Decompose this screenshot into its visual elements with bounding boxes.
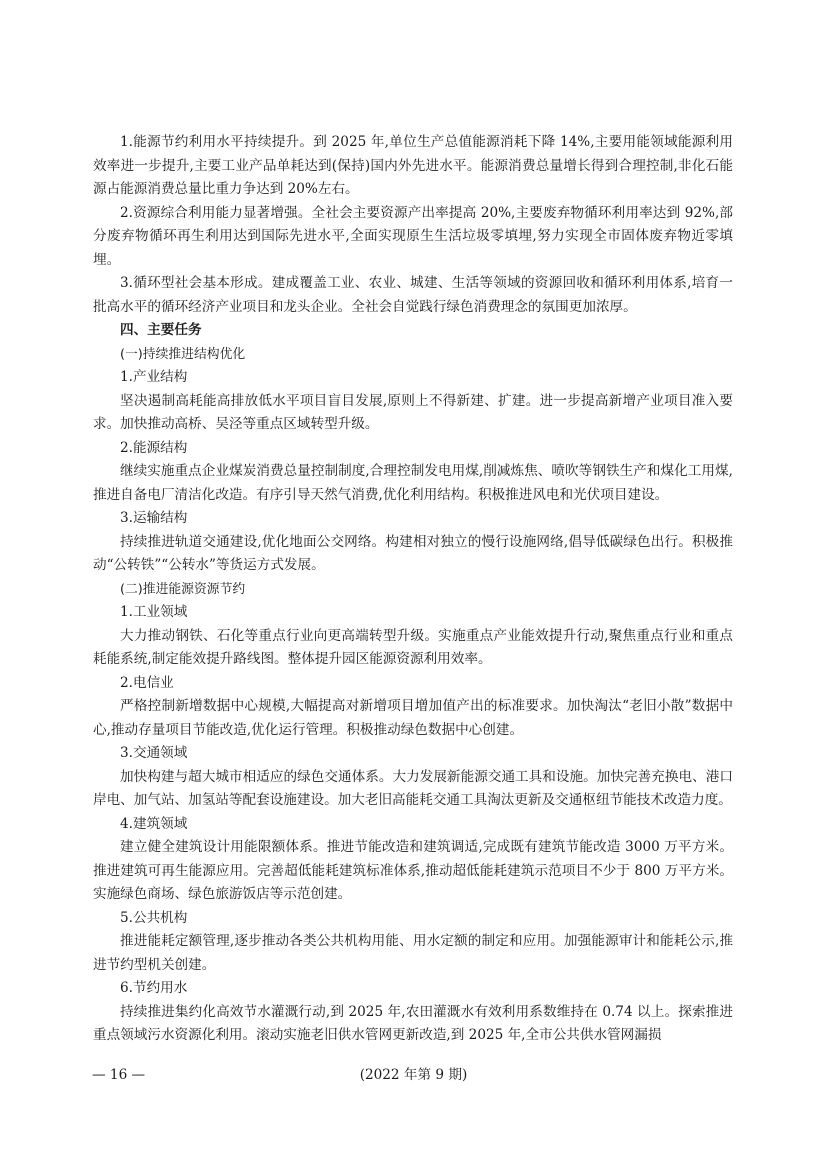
paragraph-industrial-structure: 坚决遏制高耗能高排放低水平项目盲目发展,原则上不得新建、扩建。进一步提高新增产业项目准入要求。加快推动高桥、吴泾等重点区域转型升级。 [93, 392, 733, 432]
paragraph-resource-utilization: 2.资源综合利用能力显著增强。全社会主要资源产出率提高 20%,主要废弃物循环利用率达到 92%,部分废弃物循环再生利用达到国际先进水平,全面实现原生生活垃圾零填埋,努力实现全市固体废弃物近零填埋。 [93, 204, 733, 268]
item-heading-transport-structure: 3.运输结构 [120, 510, 188, 526]
subsection-heading-structure-optimization: (一)持续推进结构优化 [120, 346, 246, 362]
item-heading-transportation: 3.交通领域 [120, 745, 188, 761]
paragraph-transport-structure: 持续推进轨道交通建设,优化地面公交网络。构建相对独立的慢行设施网络,倡导低碳绿色出行。积极推动“公转铁”“公转水”等货运方式发展。 [93, 533, 733, 573]
paragraph-industry: 大力推动钢铁、石化等重点行业向更高端转型升级。实施重点产业能效提升行动,聚焦重点行业和重点耗能系统,制定能效提升路线图。整体提升园区能源资源利用效率。 [93, 627, 733, 667]
item-heading-building: 4.建筑领域 [120, 815, 188, 832]
page-body [93, 131, 733, 1048]
section-heading-main-tasks: 四、主要任务 [120, 322, 202, 338]
paragraph-energy-efficiency: 1.能源节约利用水平持续提升。到 2025 年,单位生产总值能源消耗下降 14%,主要用能领域能源利用效率进一步提升,主要工业产品单耗达到(保持)国内外先进水平。能源消费总量增长得到合理控制,非化石能源占能源消费总量比重力争达到 20%左右。 [93, 134, 733, 197]
paragraph-public-institutions: 推进能耗定额管理,逐步推动各类公共机构用能、用水定额的制定和应用。加强能源审计和能耗公示,推进节约型机关创建。 [93, 933, 733, 973]
paragraph-water-saving: 持续推进集约化高效节水灌溉行动,到 2025 年,农田灌溉水有效利用系数维持在 0.74 以上。探索推进重点领域污水资源化利用。滚动实施老旧供水管网更新改造,到 2025 年,全市公共供水管网漏损 [93, 1003, 733, 1043]
subsection-heading-resource-conservation: (二)推进能源资源节约 [120, 581, 246, 597]
paragraph-transportation: 加快构建与超大城市相适应的绿色交通体系。大力发展新能源交通工具和设施。加快完善充换电、港口岸电、加气站、加氢站等配套设施建设。加大老旧高能耗交通工具淘汰更新及交通枢纽节能技术改造力度。 [93, 768, 733, 808]
paragraph-energy-structure: 继续实施重点企业煤炭消费总量控制制度,合理控制发电用煤,削减炼焦、喷吹等钢铁生产和煤化工用煤,推进自备电厂清洁化改造。有序引导天然气消费,优化利用结构。积极推进风电和光伏项目建设。 [93, 463, 733, 503]
paragraph-circular-society: 3.循环型社会基本形成。建成覆盖工业、农业、城建、生活等领域的资源回收和循环利用体系,培育一批高水平的循环经济产业项目和龙头企业。全社会自觉践行绿色消费理念的氛围更加浓厚。 [93, 275, 733, 315]
item-heading-industry: 1.工业领域 [120, 604, 188, 620]
item-heading-energy-structure: 2.能源结构 [120, 439, 188, 456]
paragraph-building: 建立健全建筑设计用能限额体系。推进节能改造和建筑调适,完成既有建筑节能改造 3000 万平方米。推进建筑可再生能源应用。完善超低能耗建筑标准体系,推动超低能耗建筑示范项目不少于 800 万平方米。实施绿色商场、绿色旅游饭店等示范创建。 [93, 839, 733, 902]
issue-label: (2022 年第 9 期) [359, 1067, 468, 1083]
page-footer [0, 1063, 827, 1087]
page-number: — 16 — [92, 1067, 146, 1083]
item-heading-water-saving: 6.节约用水 [120, 980, 188, 996]
paragraph-telecom: 严格控制新增数据中心规模,大幅提高对新增项目增加值产出的标准要求。加快淘汰“老旧小散”数据中心,推动存量项目节能改造,优化运行管理。积极推动绿色数据中心创建。 [93, 698, 733, 738]
item-heading-telecom: 2.电信业 [120, 674, 174, 691]
item-heading-public-institutions: 5.公共机构 [120, 909, 188, 926]
item-heading-industrial-structure: 1.产业结构 [120, 369, 188, 385]
